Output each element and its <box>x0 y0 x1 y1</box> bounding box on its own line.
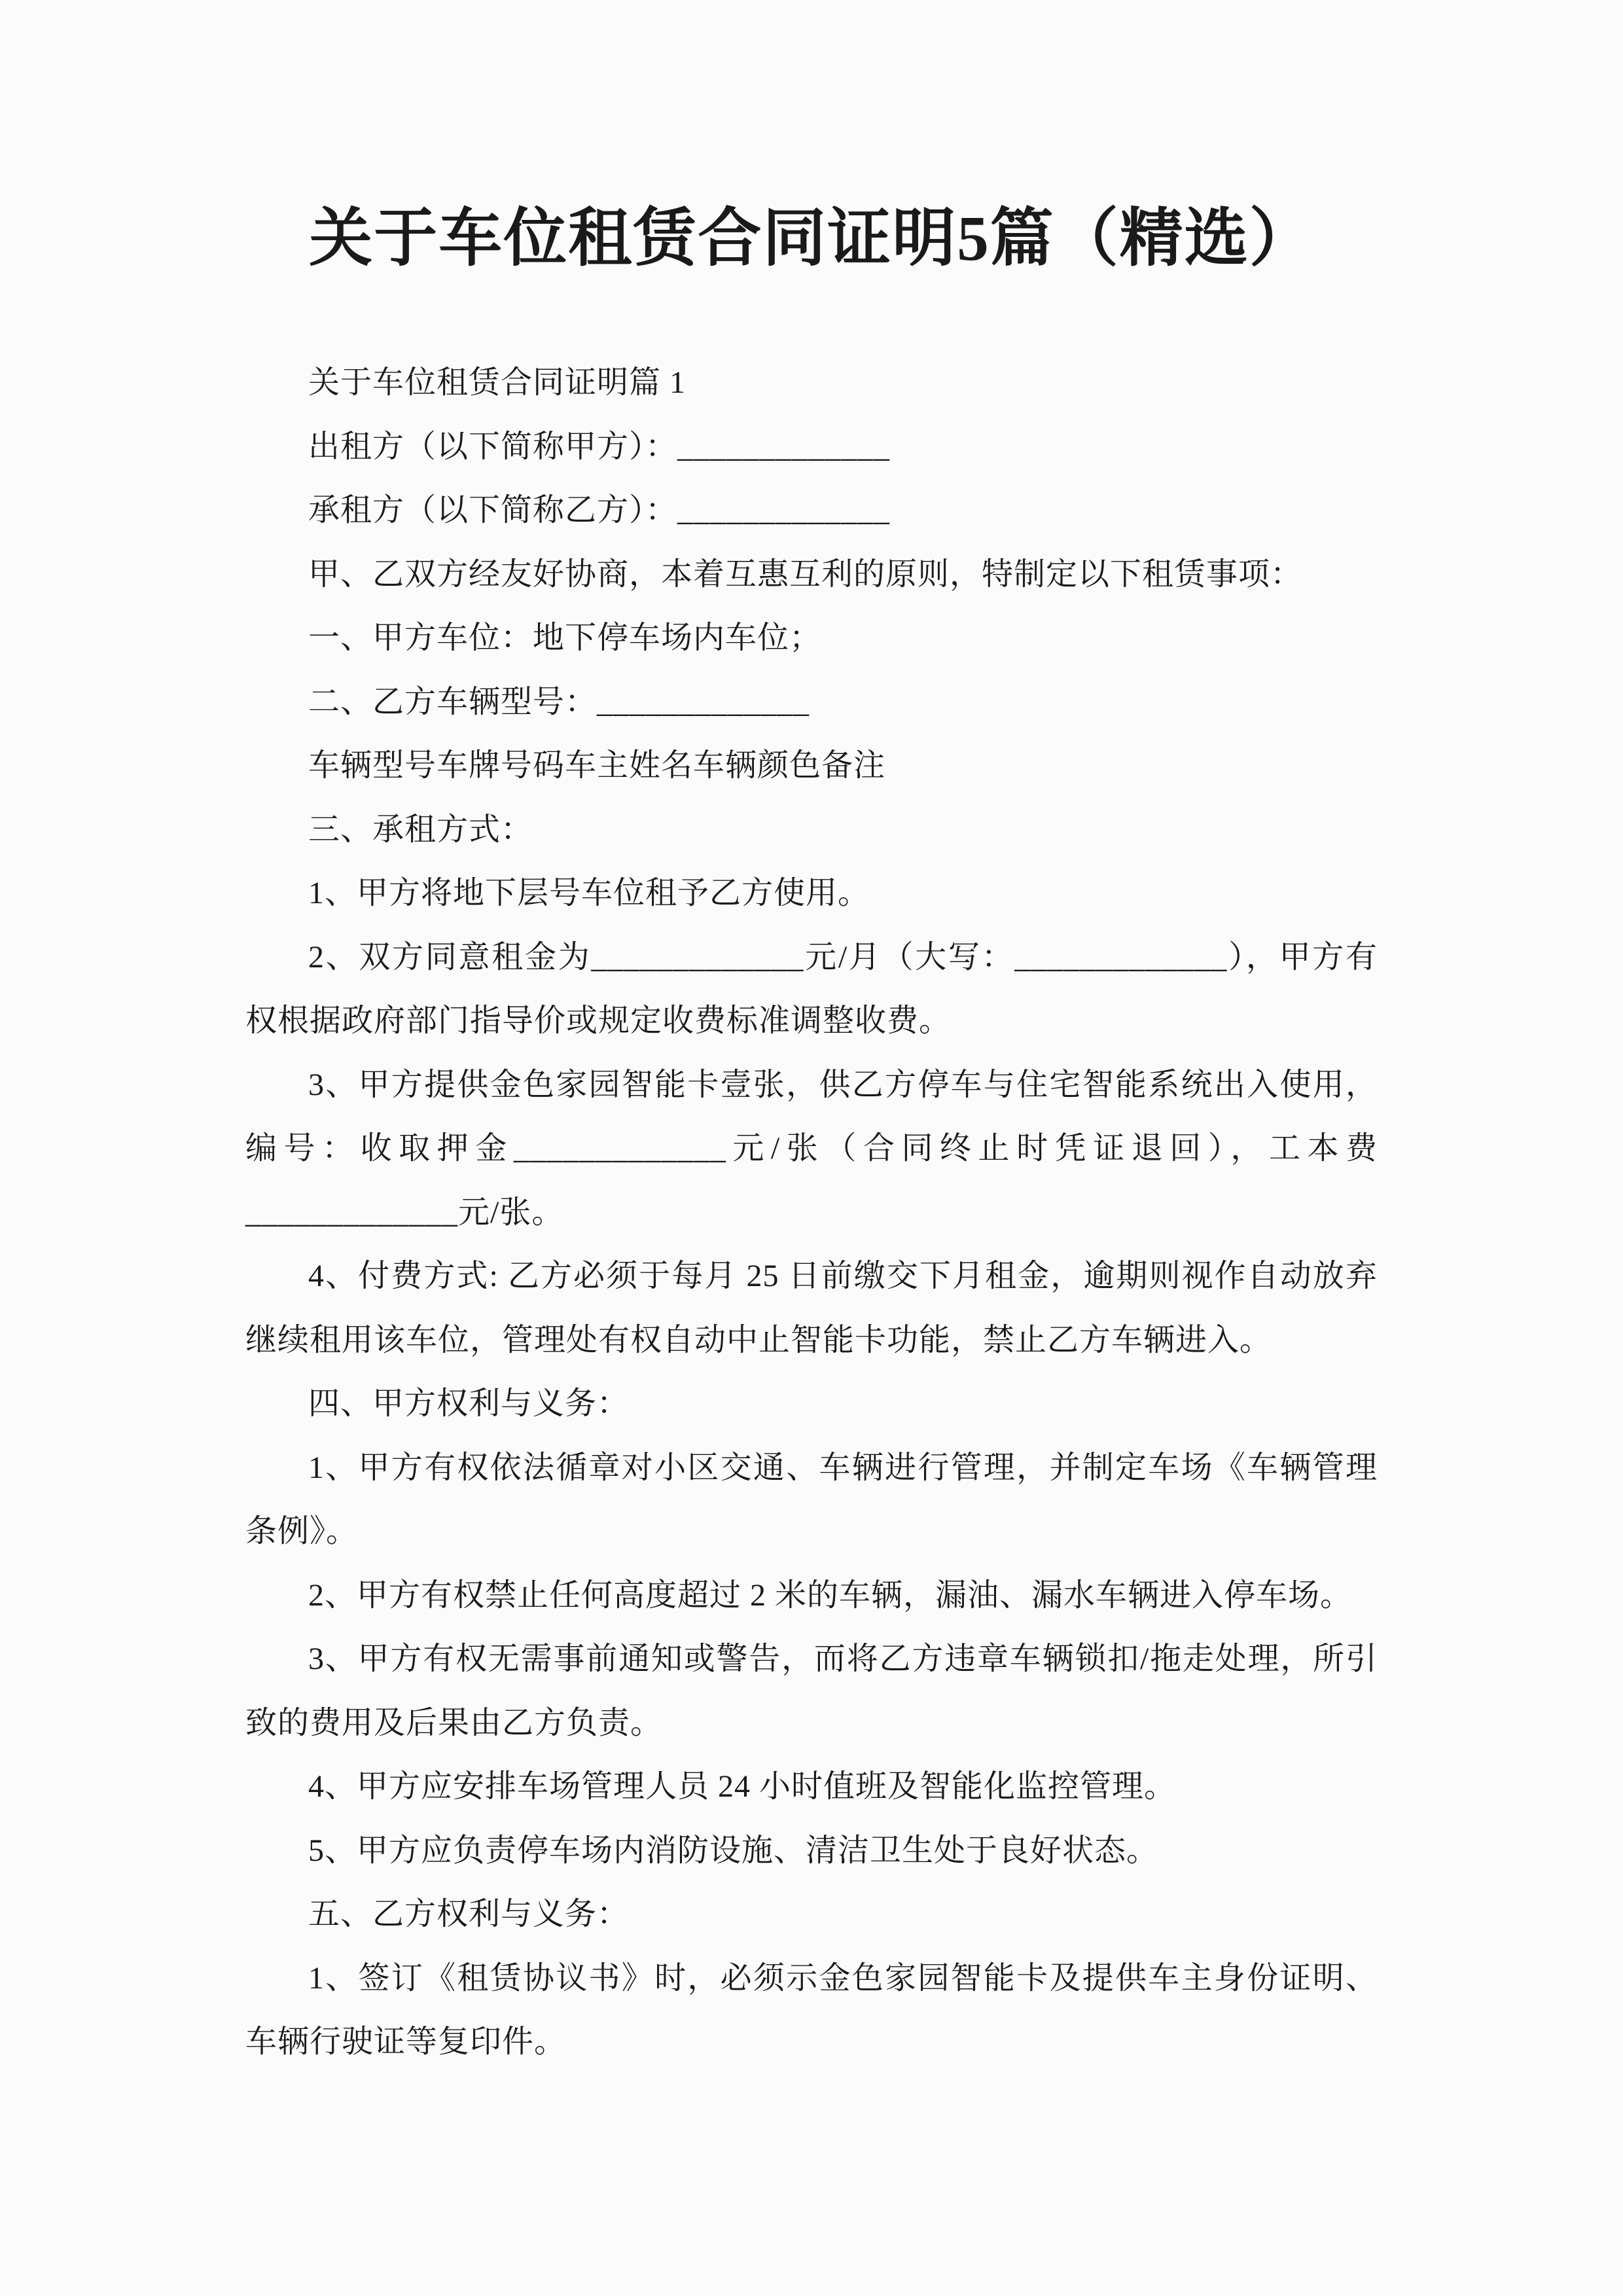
paragraph: 二、乙方车辆型号：_____________ <box>308 684 810 719</box>
paragraph: 五、乙方权利与义务： <box>308 1897 630 1931</box>
paragraph: 1、签订《租赁协议书》时，必须示金色家园智能卡及提供车主身份证明、车辆行驶证等复印件。 <box>245 1960 1378 2059</box>
paragraph: 4、甲方应安排车场管理人员 24 小时值班及智能化监控管理。 <box>308 1769 1177 1804</box>
paragraph: 4、付费方式: 乙方必须于每月 25 日前缴交下月租金，逾期则视作自动放弃继续租用该车位，管理处有权自动中止智能卡功能，禁止乙方车辆进入。 <box>245 1259 1378 1357</box>
paragraph: 3、甲方有权无需事前通知或警告，而将乙方违章车辆锁扣/拖走处理，所引致的费用及后果由乙方负责。 <box>245 1641 1378 1740</box>
paragraph: 出租方（以下简称甲方）：_____________ <box>308 429 891 464</box>
paragraph: 四、甲方权利与义务： <box>308 1386 630 1421</box>
paragraph: 三、承租方式： <box>308 812 533 847</box>
document-title: 关于车位租赁合同证明5篇（精选） <box>309 204 1314 274</box>
paragraph: 1、甲方有权依法循章对小区交通、车辆进行管理，并制定车场《车辆管理条例》。 <box>245 1450 1378 1549</box>
paragraph: 车辆型号车牌号码车主姓名车辆颜色备注 <box>308 748 886 783</box>
paragraph: 3、甲方提供金色家园智能卡壹张，供乙方停车与住宅智能系统出入使用，编号：收取押金_____________元/张（合同终止时凭证退回），工本费_____________元/张。 <box>245 1067 1378 1230</box>
paragraph: 1、甲方将地下层号车位租予乙方使用。 <box>308 876 870 910</box>
paragraph: 关于车位租赁合同证明篇 1 <box>308 365 687 400</box>
paragraph: 承租方（以下简称乙方）：_____________ <box>308 493 891 528</box>
paragraph: 5、甲方应负责停车场内消防设施、清洁卫生处于良好状态。 <box>308 1833 1159 1868</box>
paragraph: 甲、乙双方经友好协商，本着互惠互利的原则，特制定以下租赁事项： <box>308 556 1303 592</box>
paragraph: 2、双方同意租金为_____________元/月（大写：_____________），甲方有权根据政府部门指导价或规定收费标准调整收费。 <box>245 939 1378 1038</box>
paragraph: 一、甲方车位：地下停车场内车位； <box>308 620 822 655</box>
document-body <box>245 351 1378 2074</box>
paragraph: 2、甲方有权禁止任何高度超过 2 米的车辆，漏油、漏水车辆进入停车场。 <box>308 1577 1353 1613</box>
